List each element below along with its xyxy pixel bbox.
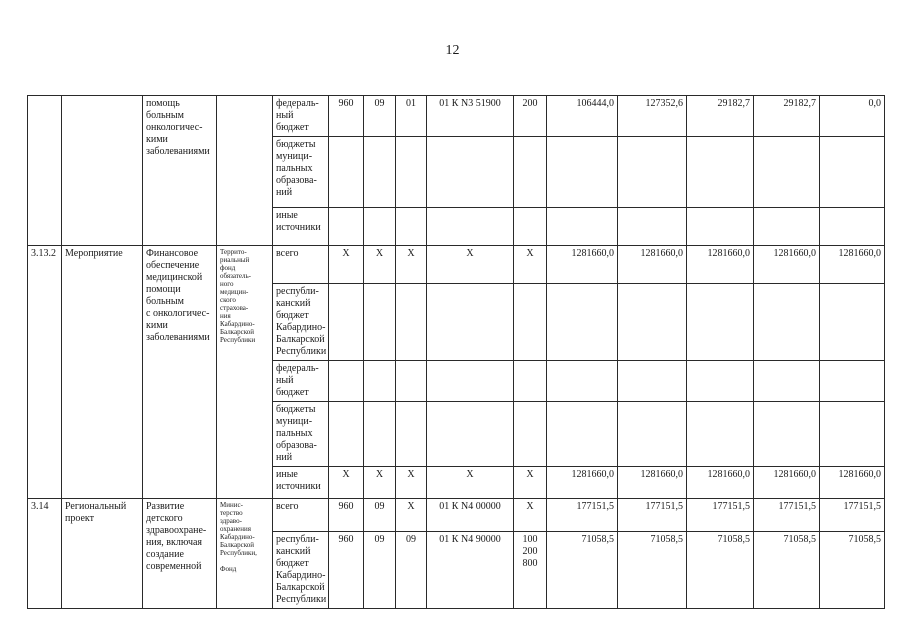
value-cell: 1281660,0 (618, 246, 687, 284)
text-line: кими (146, 134, 168, 145)
text-line: с онкологичес- (146, 308, 210, 319)
value-cell: 71058,5 (687, 532, 754, 609)
source-cell: республи-канский бюджет Кабардино-Балкарской Республики (273, 532, 329, 609)
text-line: современной (146, 561, 202, 572)
value-cell: 177151,5 (820, 499, 885, 532)
value-cell: 1281660,0 (820, 246, 885, 284)
text-line: ского (220, 296, 236, 304)
text-line: проект (65, 513, 95, 524)
text-line: 800 (522, 558, 538, 569)
pr-cell: Х (396, 467, 427, 499)
text-line: больным (146, 296, 184, 307)
text-line: создание (146, 549, 184, 560)
value-cell: 1281660,0 (754, 246, 820, 284)
number-cell: 3.14 (28, 499, 62, 609)
source-cell: федераль-ный бюджет (273, 96, 329, 137)
name-cell (143, 246, 217, 499)
vr-cell: 200 (514, 96, 547, 137)
value-cell: 177151,5 (754, 499, 820, 532)
text-line: 100 (522, 534, 538, 545)
csr-cell: 01 К N4 90000 (427, 532, 514, 609)
text-line (220, 557, 269, 565)
text-line: ния, включая (146, 537, 203, 548)
pr-cell: 09 (396, 532, 427, 609)
value-cell: 29182,7 (687, 96, 754, 137)
text-line: Региональный (65, 501, 127, 512)
vr-cell: Х (514, 499, 547, 532)
budget-table (27, 95, 885, 609)
text-line: помощь (146, 98, 180, 109)
text-line: Кабардино- (220, 320, 255, 328)
text-line: 200 (522, 546, 538, 557)
text-line: помощи (146, 284, 181, 295)
value-cell: 71058,5 (618, 532, 687, 609)
text-line: больным (146, 110, 184, 121)
csr-cell: Х (427, 246, 514, 284)
text-line: детского (146, 513, 183, 524)
value-cell: 177151,5 (547, 499, 618, 532)
rz-cell: 09 (364, 532, 396, 609)
text-line: обязатель- (220, 272, 251, 280)
grbs-cell: 960 (329, 532, 364, 609)
text-line: Террито- (220, 248, 247, 256)
type-cell (62, 96, 143, 246)
type-cell (62, 499, 143, 609)
text-line: терство (220, 509, 243, 517)
text-line: онкологичес- (146, 122, 203, 133)
source-cell: республи-канский бюджет Кабардино-Балкарской Республики (273, 284, 329, 361)
vr-cell (514, 532, 547, 609)
text-line: кими (146, 320, 168, 331)
grbs-cell: 960 (329, 499, 364, 532)
name-cell (143, 499, 217, 609)
rz-cell: Х (364, 246, 396, 284)
name-cell (143, 96, 217, 246)
rz-cell: 09 (364, 499, 396, 532)
text-line: обеспечение (146, 260, 200, 271)
value-cell: 1281660,0 (618, 467, 687, 499)
vr-cell: Х (514, 467, 547, 499)
text-line: Минис- (220, 501, 243, 509)
text-line: заболеваниями (146, 146, 210, 157)
text-line: здраво- (220, 517, 242, 525)
pr-cell: Х (396, 246, 427, 284)
source-cell: всего (273, 499, 329, 532)
text-line: охранения (220, 525, 251, 533)
text-line: Фонд (220, 565, 237, 573)
value-cell: 71058,5 (820, 532, 885, 609)
value-cell: 1281660,0 (754, 467, 820, 499)
page-number: 12 (445, 43, 460, 58)
value-cell: 1281660,0 (687, 467, 754, 499)
source-cell: иные источники (273, 467, 329, 499)
text-line: здравоохране- (146, 525, 207, 536)
value-cell: 71058,5 (754, 532, 820, 609)
number-cell (28, 96, 62, 246)
executor-cell (217, 246, 273, 499)
value-cell: 1281660,0 (547, 467, 618, 499)
vr-cell: Х (514, 246, 547, 284)
text-line: Балкарской (220, 328, 254, 336)
text-line: страхова- (220, 304, 249, 312)
number-cell: 3.13.2 (28, 246, 62, 499)
grbs-cell: Х (329, 246, 364, 284)
table-row (28, 96, 885, 137)
text-line: медицинской (146, 272, 203, 283)
text-line: Республики, (220, 549, 257, 557)
text-line: Финансовое (146, 248, 199, 259)
table-row (28, 246, 885, 284)
text-line: риальный (220, 256, 250, 264)
text-line: ния (220, 312, 231, 320)
grbs-cell: 960 (329, 96, 364, 137)
source-cell: всего (273, 246, 329, 284)
value-cell: 1281660,0 (547, 246, 618, 284)
value-cell: 127352,6 (618, 96, 687, 137)
text-line: медицин- (220, 288, 249, 296)
text-line: Развитие (146, 501, 185, 512)
value-cell: 29182,7 (754, 96, 820, 137)
csr-cell: 01 К N4 00000 (427, 499, 514, 532)
value-cell: 71058,5 (547, 532, 618, 609)
rz-cell: 09 (364, 96, 396, 137)
value-cell: 1281660,0 (820, 467, 885, 499)
text-line: фонд (220, 264, 236, 272)
pr-cell: 01 (396, 96, 427, 137)
csr-cell: 01 К N3 51900 (427, 96, 514, 137)
pr-cell: Х (396, 499, 427, 532)
text-line: Балкарской (220, 541, 254, 549)
source-cell: бюджеты муници-пальных образова-ний (273, 402, 329, 467)
grbs-cell: Х (329, 467, 364, 499)
type-cell: Мероприятие (62, 246, 143, 499)
source-cell: бюджеты муници-пальных образова-ний (273, 137, 329, 208)
source-cell: иные источники (273, 208, 329, 246)
executor-cell (217, 499, 273, 609)
source-cell: федераль-ный бюджет (273, 361, 329, 402)
text-line: заболеваниями (146, 332, 210, 343)
executor-cell (217, 96, 273, 246)
text-line: Республики (220, 336, 256, 344)
value-cell: 177151,5 (687, 499, 754, 532)
value-cell: 177151,5 (618, 499, 687, 532)
csr-cell: Х (427, 467, 514, 499)
value-cell: 0,0 (820, 96, 885, 137)
text-line: Кабардино- (220, 533, 255, 541)
rz-cell: Х (364, 467, 396, 499)
table-row (28, 499, 885, 532)
value-cell: 106444,0 (547, 96, 618, 137)
value-cell: 1281660,0 (687, 246, 754, 284)
text-line: ного (220, 280, 234, 288)
